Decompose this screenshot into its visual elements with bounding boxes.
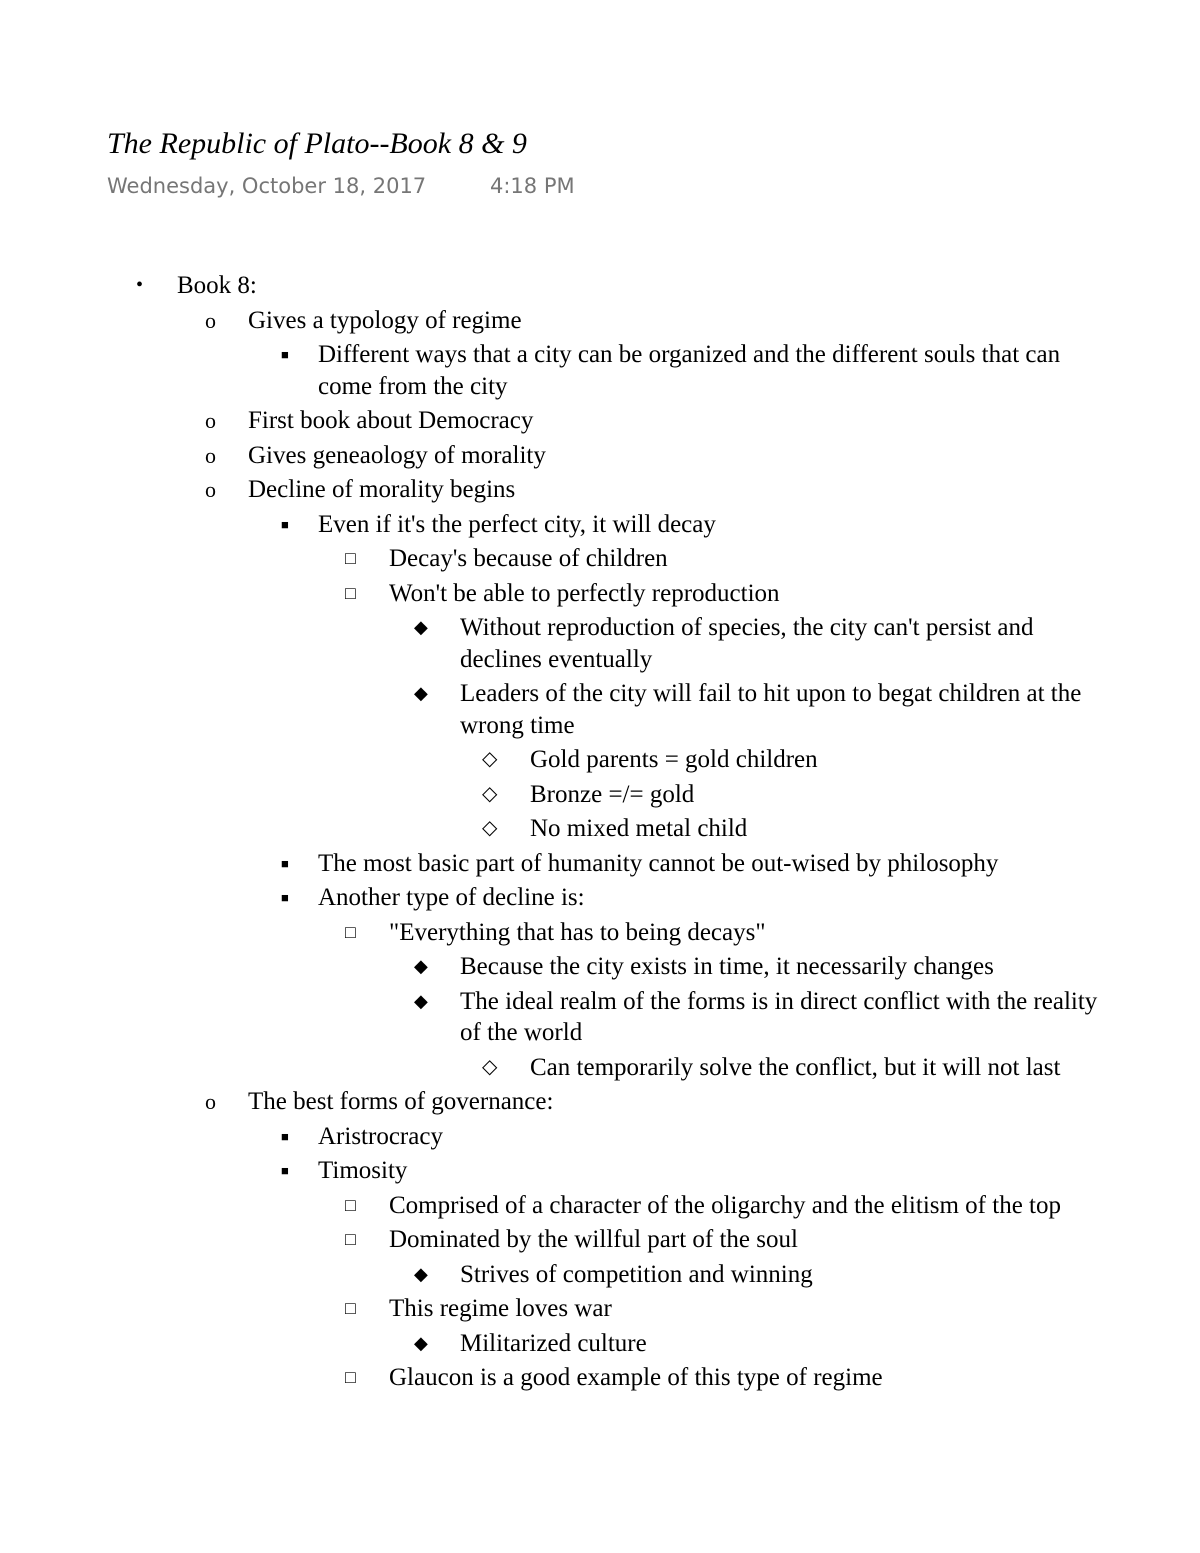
list-item-text: Book 8:	[177, 272, 257, 299]
list-item-text: Militarized culture	[460, 1329, 647, 1357]
circle-bullet-icon: o	[205, 1089, 216, 1114]
diamond-bullet-icon: ◆	[414, 617, 428, 637]
circle-bullet-icon: o	[205, 307, 216, 333]
list-item	[0, 1121, 1200, 1153]
list-item-text: Without reproduction of species, the city can't persist and declines eventually	[460, 614, 1034, 673]
list-item-text: No mixed metal child	[530, 815, 748, 842]
diamond-bullet-icon: ◆	[414, 956, 428, 976]
list-item-text: The best forms of governance:	[248, 1088, 554, 1115]
list-item-text: Decline of morality begins	[248, 476, 516, 503]
list-item-text: This regime loves war	[389, 1295, 612, 1322]
list-item-text: Aristrocracy	[318, 1122, 443, 1150]
square-bullet-icon: ■	[281, 347, 289, 362]
list-item-text: Gold parents = gold children	[530, 746, 818, 773]
list-item	[0, 612, 1200, 675]
list-item-text: Leaders of the city will fail to hit upon to begat children at the wrong time	[460, 680, 1082, 739]
hollow-square-bullet-icon: □	[345, 1298, 356, 1318]
list-item-text: The ideal realm of the forms is in direct conflict with the reality of the world	[460, 987, 1098, 1046]
list-item	[0, 1052, 1200, 1084]
list-item	[0, 678, 1200, 741]
square-bullet-icon: ■	[281, 1128, 289, 1144]
list-item-text: Another type of decline is:	[318, 884, 585, 911]
list-item	[0, 405, 1200, 437]
list-item	[0, 339, 1200, 402]
list-item-text: Gives a typology of regime	[248, 306, 522, 334]
list-item	[0, 270, 1200, 302]
list-item	[0, 882, 1200, 914]
hollow-square-bullet-icon: □	[345, 582, 356, 603]
list-item-text: Even if it's the perfect city, it will decay	[318, 510, 716, 538]
list-item-text: "Everything that has to being decays"	[389, 918, 766, 946]
list-item	[0, 848, 1200, 880]
list-item	[0, 1155, 1200, 1187]
list-item	[0, 578, 1200, 610]
list-item	[0, 951, 1200, 983]
diamond-bullet-icon: ◆	[414, 1332, 428, 1353]
circle-bullet-icon: o	[205, 408, 216, 433]
list-item-text: Glaucon is a good example of this type of regime	[389, 1364, 883, 1391]
page-title: The Republic of Plato--Book 8 & 9	[107, 127, 527, 160]
list-item-text: Strives of competition and winning	[460, 1260, 813, 1288]
list-item-text: Bronze =/= gold	[530, 780, 695, 808]
list-item-text: Won't be able to perfectly reproduction	[389, 579, 780, 607]
square-bullet-icon: ■	[281, 1163, 289, 1178]
list-item	[0, 1086, 1200, 1118]
list-item-text: Can temporarily solve the conflict, but it will not last	[530, 1053, 1061, 1081]
list-item-text: Timosity	[318, 1157, 408, 1184]
list-item	[0, 1190, 1200, 1222]
list-item	[0, 744, 1200, 776]
list-item	[0, 779, 1200, 811]
list-item	[0, 986, 1200, 1049]
square-bullet-icon: ■	[281, 855, 289, 871]
list-item	[0, 1328, 1200, 1360]
square-bullet-icon: ■	[281, 890, 289, 905]
note-time: 4:18 PM	[490, 174, 575, 198]
diamond-bullet-icon: ◆	[414, 1263, 428, 1284]
list-item	[0, 1362, 1200, 1394]
hollow-square-bullet-icon: □	[345, 548, 356, 568]
bullet-dot-icon: •	[136, 274, 144, 296]
list-item	[0, 1224, 1200, 1256]
hollow-square-bullet-icon: □	[345, 1194, 356, 1215]
list-item-text: Different ways that a city can be organized and the different souls that can come from the city	[318, 341, 1061, 400]
list-item-text: First book about Democracy	[248, 407, 534, 434]
list-item-text: Decay's because of children	[389, 545, 668, 572]
list-item	[0, 917, 1200, 949]
circle-bullet-icon: o	[205, 442, 216, 468]
note-date: Wednesday, October 18, 2017	[107, 174, 427, 198]
list-item-text: Gives geneaology of morality	[248, 441, 546, 469]
hollow-square-bullet-icon: □	[345, 921, 356, 942]
list-item	[0, 813, 1200, 845]
square-bullet-icon: ■	[281, 516, 289, 532]
hollow-square-bullet-icon: □	[345, 1229, 356, 1249]
hollow-diamond-bullet-icon: ◇	[482, 782, 498, 805]
list-item-text: Because the city exists in time, it necessarily changes	[460, 953, 994, 980]
list-item	[0, 543, 1200, 575]
list-item	[0, 305, 1200, 337]
list-item-text: The most basic part of humanity cannot be out-wised by philosophy	[318, 849, 999, 877]
list-item	[0, 1293, 1200, 1325]
list-item	[0, 1259, 1200, 1291]
hollow-diamond-bullet-icon: ◇	[482, 748, 498, 770]
list-item-text: Dominated by the willful part of the soul	[389, 1226, 798, 1253]
hollow-diamond-bullet-icon: ◇	[482, 1055, 498, 1078]
list-item	[0, 509, 1200, 541]
hollow-diamond-bullet-icon: ◇	[482, 817, 498, 839]
list-item	[0, 440, 1200, 472]
diamond-bullet-icon: ◆	[414, 683, 428, 703]
list-item-text: Comprised of a character of the oligarchy and the elitism of the top	[389, 1191, 1061, 1219]
outline-list	[0, 270, 1200, 1394]
diamond-bullet-icon: ◆	[414, 990, 428, 1011]
circle-bullet-icon: o	[205, 477, 216, 502]
hollow-square-bullet-icon: □	[345, 1367, 356, 1387]
list-item	[0, 474, 1200, 506]
